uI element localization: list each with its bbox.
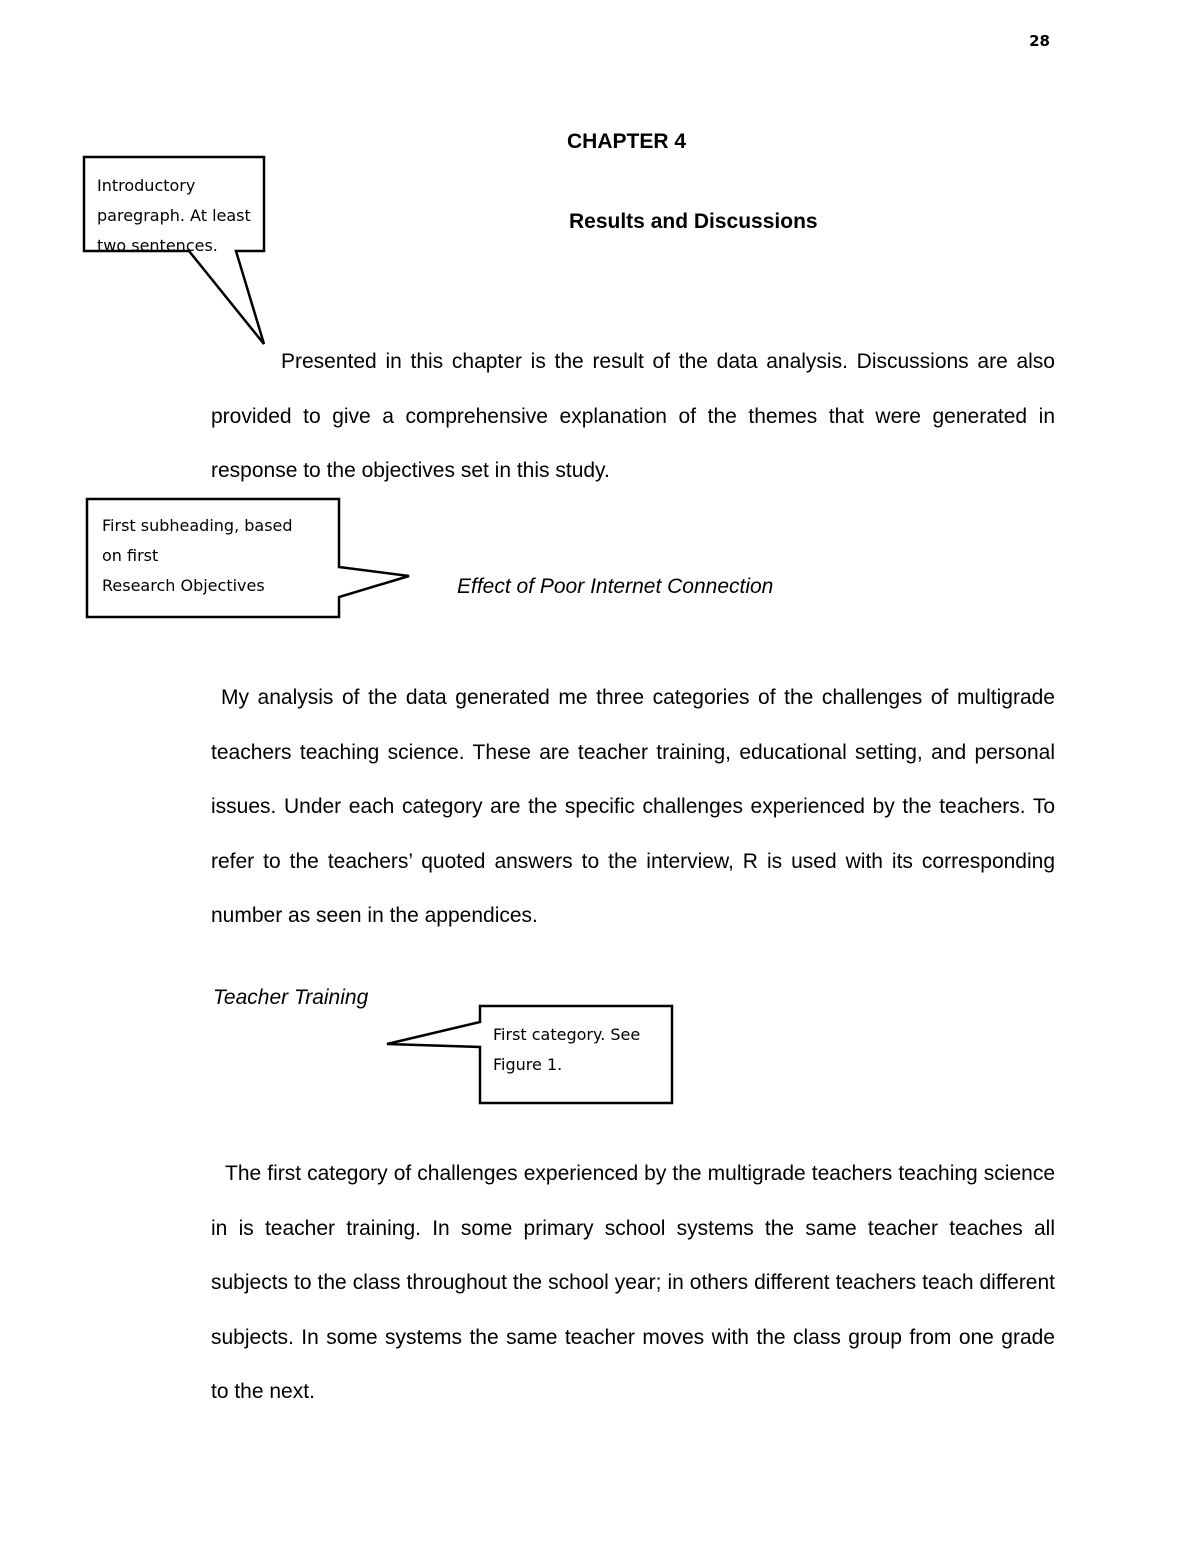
subheading-poor-internet: Effect of Poor Internet Connection [457,575,774,598]
subheading-teacher-training: Teacher Training [213,986,369,1009]
intro-paragraph: Presented in this chapter is the result of the data analysis. Discussions are also provided to give a comprehensive explanation of the themes that were generated in response to the objectives set in this study. [211,350,1055,482]
callout-introductory-text: Introductory paregraph. At least two sentences. [97,176,251,255]
analysis-paragraph: My analysis of the data generated me three categories of the challenges of multigrade teachers teaching science. These are teacher training, educational setting, and personal issues. Under each category are the specific challenges experienced by the teachers. To refer to the teachers’ quoted answers to the interview, R is used with its corresponding number as seen in the appendices. [211,686,1055,927]
callout-first-subheading-text: First subheading, based on first Research Objectives [102,516,293,595]
page-number: 28 [1029,32,1050,50]
chapter-subtitle: Results and Discussions [569,210,818,233]
callout-first-category-text: First category. See Figure 1. [493,1025,641,1074]
chapter-title: CHAPTER 4 [567,130,687,153]
teacher-training-paragraph: The first category of challenges experienced by the multigrade teachers teaching science in is teacher training. In some primary school systems the same teacher teaches all subjects to the class throughout the school year; in others different teachers teach different subjects. In some systems the same teacher moves with the class group from one grade to the next. [211,1162,1055,1403]
